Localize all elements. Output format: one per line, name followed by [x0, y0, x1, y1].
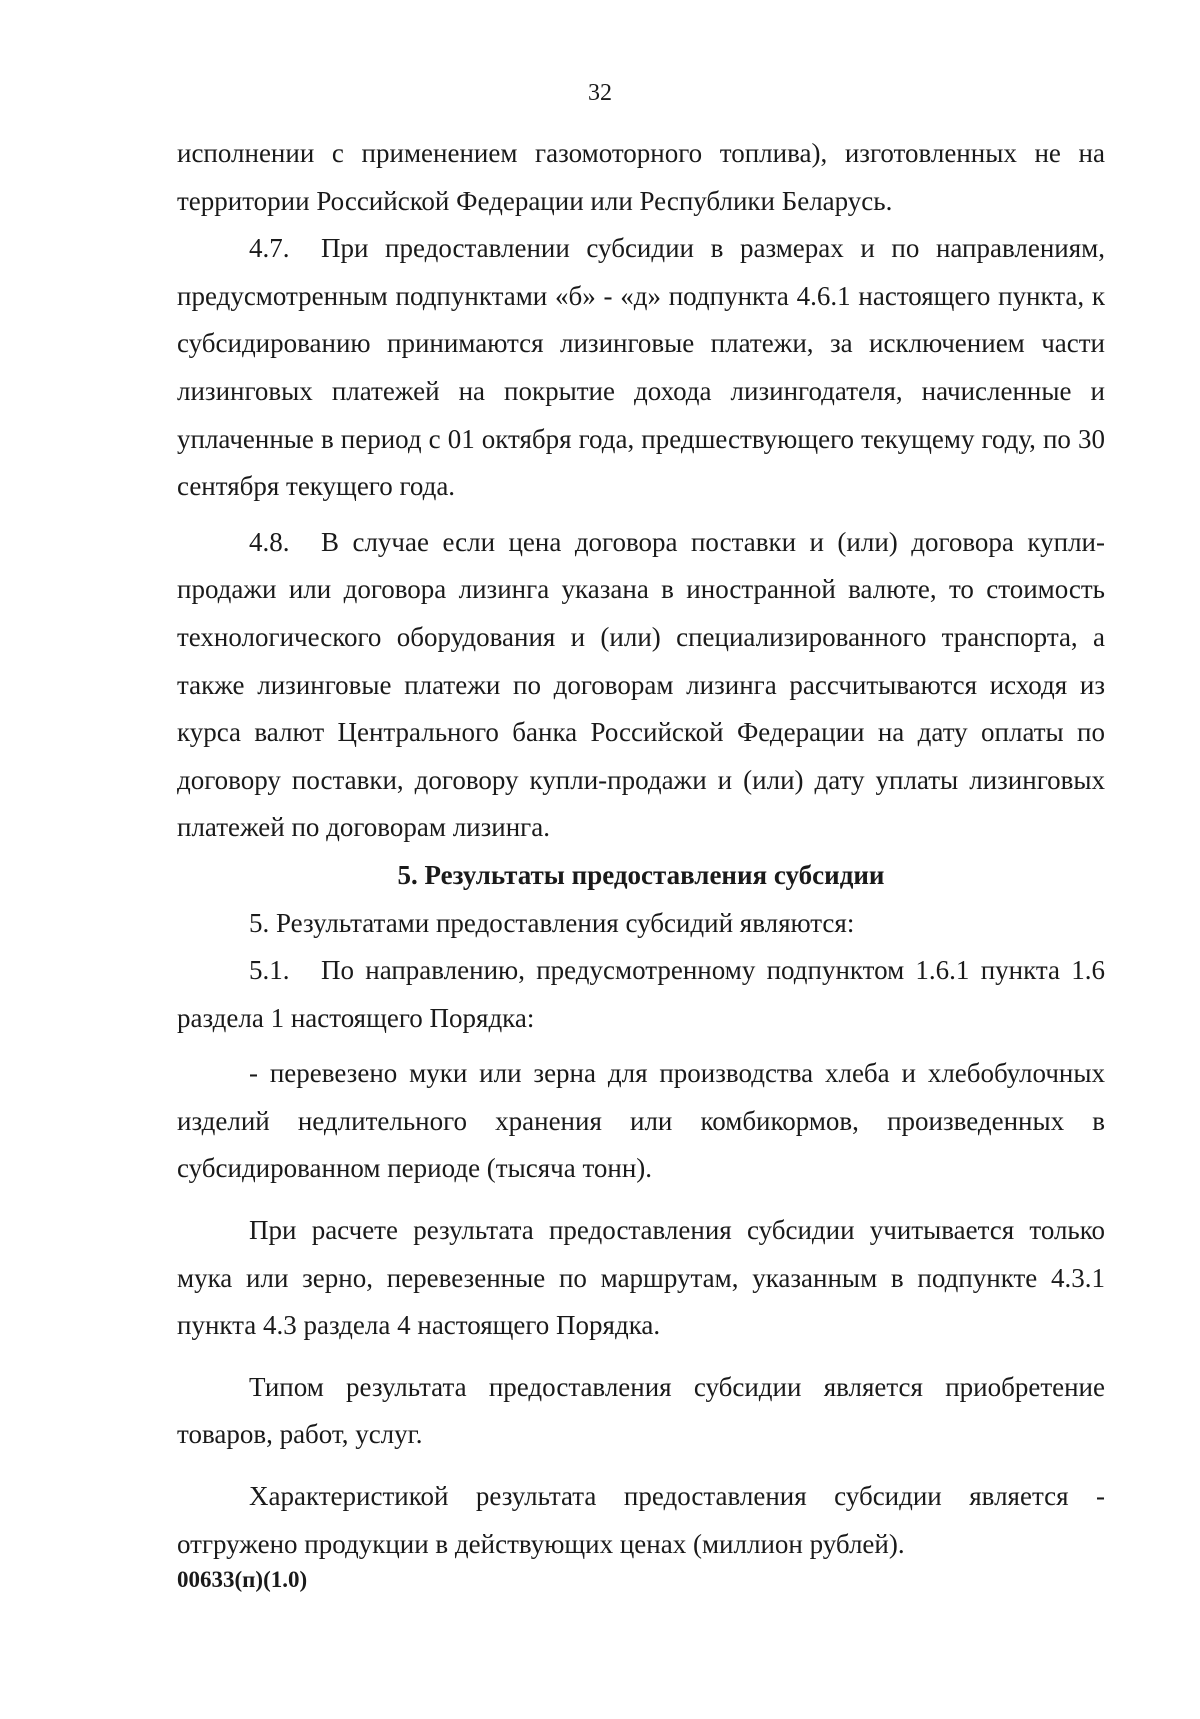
paragraph-4-8 — [177, 519, 1105, 852]
paragraph-result-type: Типом результата предоставления субсидии является приобретение товаров, работ, услуг. — [177, 1371, 1105, 1450]
paragraph-5: 5. Результатами предоставления субсидий являются: — [249, 907, 855, 938]
section-heading: 5. Результаты предоставления субсидии — [397, 859, 885, 890]
clause-number: 4.7. — [249, 233, 290, 264]
paragraph-bullet: - перевезено муки или зерна для производства хлеба и хлебобулочных изделий недлительного хранения или комбикормов, произведенных в субсидированном периоде (тысяча тонн). — [177, 1058, 1105, 1184]
document-code: 00633(п)(1.0) — [177, 1567, 308, 1592]
clause-text: По направлению, предусмотренному подпунктом 1.6.1 пункта 1.6 раздела 1 настоящего Порядка: — [177, 955, 1105, 1033]
clause-number: 5.1. — [249, 955, 290, 986]
clause-text: При предоставлении субсидии в размерах и по направлениям, предусмотренным подпунктами «б» - «д» подпункта 4.6.1 настоящего пункта, к субсидированию принимаются лизинговые платежи, за исключением части лизинговых платежей на покрытие дохода лизингодателя, начисленные и уплаченные в период с 01 октября года, предшествующего текущему году, по 30 сентября текущего года. — [177, 233, 1105, 502]
clause-number: 4.8. — [249, 526, 290, 557]
paragraph-5-1 — [177, 947, 1105, 1042]
clause-text: В случае если цена договора поставки и (или) договора купли-продажи или договора лизинга указана в иностранной валюте, то стоимость технологического оборудования и (или) специализированного транспорта, а также лизинговые платежи по договорам лизинга рассчитываются исходя из курса валют Центрального банка Российской Федерации на дату оплаты по договору поставки, договору купли-продажи и (или) дату уплаты лизинговых платежей по договорам лизинга. — [177, 526, 1105, 843]
paragraph-continuation: исполнении с применением газомоторного топлива), изготовленных не на территории Российской Федерации или Республики Беларусь. — [177, 138, 1105, 216]
page-number: 32 — [588, 80, 612, 106]
paragraph-4-7 — [177, 225, 1105, 511]
document-body — [177, 130, 1105, 1568]
paragraph-calculation: При расчете результата предоставления субсидии учитывается только мука или зерно, перевезенные по маршрутам, указанным в подпункте 4.3.1 пункта 4.3 раздела 4 настоящего Порядка. — [177, 1215, 1105, 1341]
paragraph-result-characteristic: Характеристикой результата предоставления субсидии является - отгружено продукции в действующих ценах (миллион рублей). — [177, 1481, 1105, 1559]
